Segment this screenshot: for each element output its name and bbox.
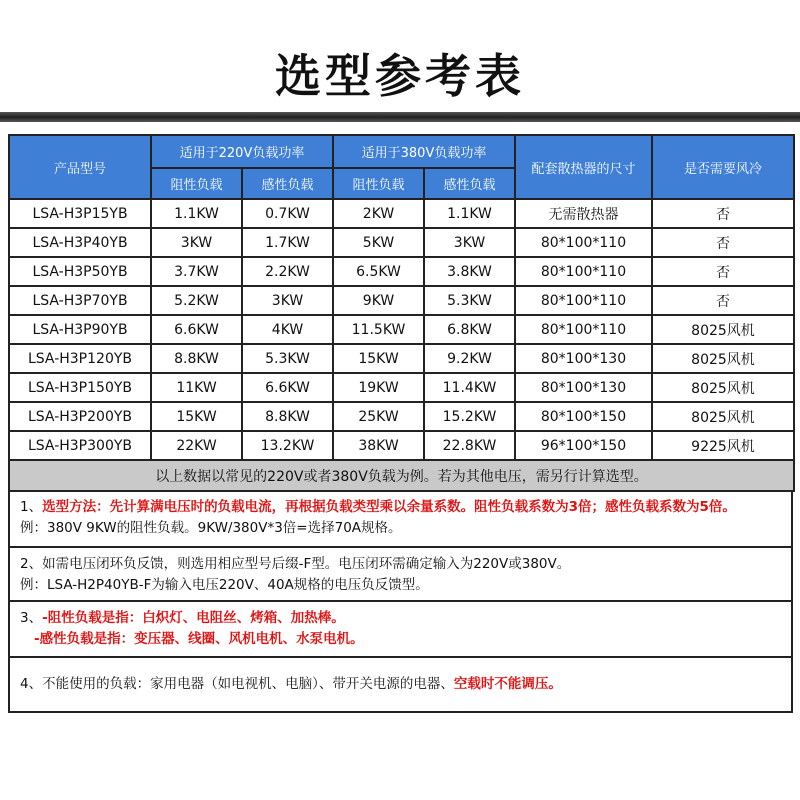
cell-220v-inductive: 8.8KW xyxy=(242,402,333,431)
cell-fan: 否 xyxy=(652,286,794,315)
cell-heatsink: 80*100*110 xyxy=(515,228,652,257)
cell-model: LSA-H3P90YB xyxy=(9,315,151,344)
cell-380v-inductive: 1.1KW xyxy=(424,199,515,228)
selection-table-wrapper xyxy=(8,134,793,492)
cell-220v-resistive: 5.2KW xyxy=(151,286,242,315)
cell-380v-resistive: 15KW xyxy=(333,344,424,373)
cell-heatsink: 96*100*150 xyxy=(515,431,652,460)
table-row xyxy=(9,402,794,431)
cell-380v-inductive: 3.8KW xyxy=(424,257,515,286)
cell-model: LSA-H3P150YB xyxy=(9,373,151,402)
header-220v-resistive: 阻性负载 xyxy=(151,168,242,199)
note-2-line2: 例：LSA-H2P40YB-F为输入电压220V、40A规格的电压负反馈型。 xyxy=(20,577,429,593)
cell-380v-resistive: 25KW xyxy=(333,402,424,431)
note-1-example: 例：380V 9KW的阻性负载。9KW/380V*3倍=选择70A规格。 xyxy=(20,520,402,536)
cell-model: LSA-H3P15YB xyxy=(9,199,151,228)
header-220v-group: 适用于220V负载功率 xyxy=(151,135,333,168)
cell-model: LSA-H3P120YB xyxy=(9,344,151,373)
cell-model: LSA-H3P40YB xyxy=(9,228,151,257)
cell-220v-inductive: 5.3KW xyxy=(242,344,333,373)
cell-380v-resistive: 6.5KW xyxy=(333,257,424,286)
table-row xyxy=(9,286,794,315)
table-row xyxy=(9,228,794,257)
note-4 xyxy=(10,656,791,711)
note-3-inductive: -感性负载是指：变压器、线圈、风机电机、水泵电机。 xyxy=(34,631,364,647)
cell-heatsink: 80*100*130 xyxy=(515,344,652,373)
table-row xyxy=(9,431,794,460)
cell-model: LSA-H3P300YB xyxy=(9,431,151,460)
cell-380v-inductive: 15.2KW xyxy=(424,402,515,431)
cell-380v-resistive: 19KW xyxy=(333,373,424,402)
note-2-line1: 2、如需电压闭环负反馈，则选用相应型号后缀-F型。电压闭环需确定输入为220V或380V。 xyxy=(20,556,571,572)
cell-model: LSA-H3P50YB xyxy=(9,257,151,286)
table-row xyxy=(9,315,794,344)
note-1-prefix: 1、 xyxy=(20,499,43,515)
cell-220v-inductive: 6.6KW xyxy=(242,373,333,402)
header-380v-group: 适用于380V负载功率 xyxy=(333,135,515,168)
title-underline-bar xyxy=(0,112,800,122)
header-heatsink: 配套散热器的尺寸 xyxy=(515,135,652,199)
cell-380v-inductive: 6.8KW xyxy=(424,315,515,344)
cell-220v-inductive: 0.7KW xyxy=(242,199,333,228)
note-4-warning: 空载时不能调压。 xyxy=(453,676,562,692)
cell-fan: 否 xyxy=(652,199,794,228)
cell-380v-inductive: 5.3KW xyxy=(424,286,515,315)
header-220v-inductive: 感性负载 xyxy=(242,168,333,199)
table-row xyxy=(9,344,794,373)
cell-380v-inductive: 22.8KW xyxy=(424,431,515,460)
header-model: 产品型号 xyxy=(9,135,151,199)
cell-220v-inductive: 1.7KW xyxy=(242,228,333,257)
table-footnote-row xyxy=(9,460,794,491)
cell-fan: 9225风机 xyxy=(652,431,794,460)
cell-220v-resistive: 11KW xyxy=(151,373,242,402)
note-3 xyxy=(10,600,791,656)
note-3-prefix: 3、 xyxy=(20,610,43,626)
cell-fan: 8025风机 xyxy=(652,402,794,431)
cell-heatsink: 80*100*150 xyxy=(515,402,652,431)
cell-380v-resistive: 2KW xyxy=(333,199,424,228)
cell-380v-inductive: 3KW xyxy=(424,228,515,257)
cell-380v-resistive: 5KW xyxy=(333,228,424,257)
table-row xyxy=(9,373,794,402)
cell-220v-inductive: 2.2KW xyxy=(242,257,333,286)
cell-380v-resistive: 11.5KW xyxy=(333,315,424,344)
cell-220v-resistive: 3.7KW xyxy=(151,257,242,286)
header-380v-inductive: 感性负载 xyxy=(424,168,515,199)
page-title: 选型参考表 xyxy=(275,49,525,103)
table-row xyxy=(9,199,794,228)
note-1 xyxy=(10,491,791,546)
cell-heatsink: 80*100*110 xyxy=(515,315,652,344)
cell-fan: 8025风机 xyxy=(652,344,794,373)
cell-fan: 8025风机 xyxy=(652,315,794,344)
note-1-method: 选型方法：先计算满电压时的负载电流，再根据负载类型乘以余量系数。阻性负载系数为3倍；感性负载系数为5倍。 xyxy=(42,499,736,515)
cell-220v-inductive: 13.2KW xyxy=(242,431,333,460)
cell-fan: 否 xyxy=(652,257,794,286)
cell-model: LSA-H3P200YB xyxy=(9,402,151,431)
cell-heatsink: 80*100*110 xyxy=(515,257,652,286)
header-fan: 是否需要风冷 xyxy=(652,135,794,199)
cell-220v-resistive: 3KW xyxy=(151,228,242,257)
cell-220v-inductive: 3KW xyxy=(242,286,333,315)
table-row xyxy=(9,257,794,286)
selection-table xyxy=(8,134,795,492)
cell-fan: 8025风机 xyxy=(652,373,794,402)
cell-220v-inductive: 4KW xyxy=(242,315,333,344)
cell-220v-resistive: 8.8KW xyxy=(151,344,242,373)
cell-380v-resistive: 9KW xyxy=(333,286,424,315)
cell-model: LSA-H3P70YB xyxy=(9,286,151,315)
header-380v-resistive: 阻性负载 xyxy=(333,168,424,199)
cell-220v-resistive: 1.1KW xyxy=(151,199,242,228)
cell-380v-inductive: 9.2KW xyxy=(424,344,515,373)
note-2 xyxy=(10,546,791,600)
table-footnote: 以上数据以常见的220V或者380V负载为例。若为其他电压，需另行计算选型。 xyxy=(9,460,794,491)
cell-220v-resistive: 6.6KW xyxy=(151,315,242,344)
cell-heatsink: 无需散热器 xyxy=(515,199,652,228)
cell-380v-resistive: 38KW xyxy=(333,431,424,460)
note-3-resistive: -阻性负载是指：白炽灯、电阻丝、烤箱、加热棒。 xyxy=(42,610,345,626)
cell-heatsink: 80*100*110 xyxy=(515,286,652,315)
cell-fan: 否 xyxy=(652,228,794,257)
notes-section xyxy=(8,491,793,713)
cell-220v-resistive: 15KW xyxy=(151,402,242,431)
cell-380v-inductive: 11.4KW xyxy=(424,373,515,402)
cell-heatsink: 80*100*130 xyxy=(515,373,652,402)
cell-220v-resistive: 22KW xyxy=(151,431,242,460)
note-4-text: 4、不能使用的负载：家用电器（如电视机、电脑）、带开关电源的电器、 xyxy=(20,676,454,692)
